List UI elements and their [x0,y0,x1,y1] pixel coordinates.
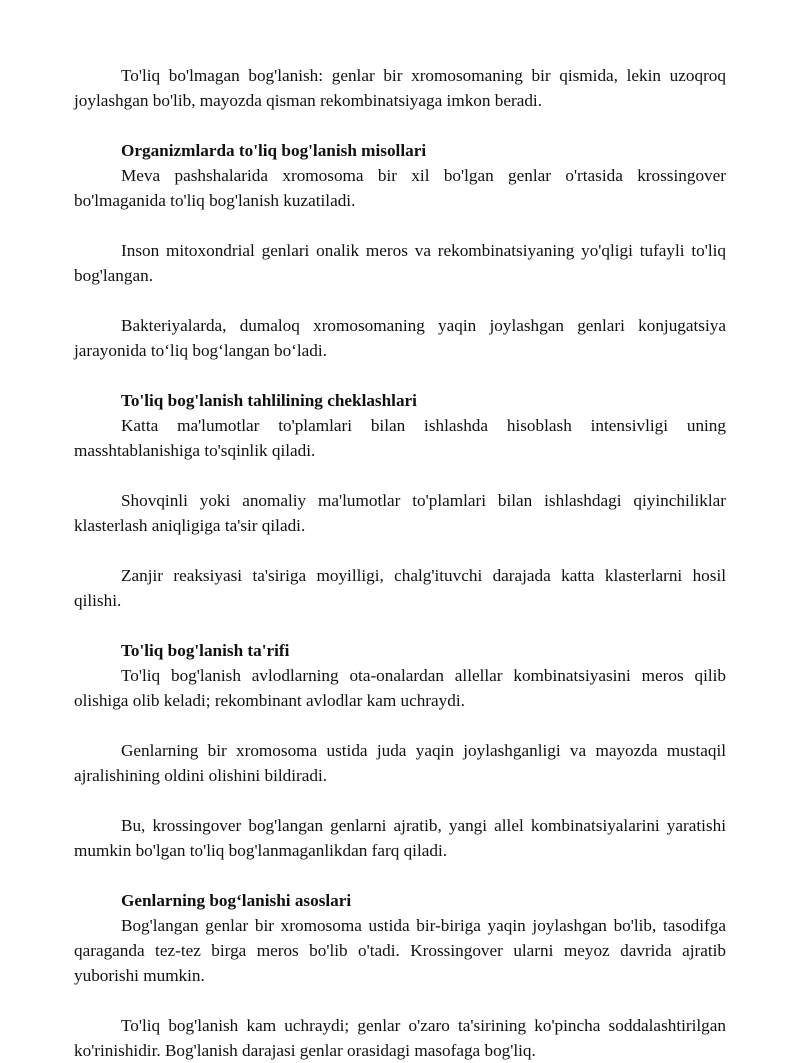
section-paragraph: Katta ma'lumotlar to'plamlari bilan ishlashda hisoblash intensivligi uning masshtablanishiga to'sqinlik qiladi. [74,416,726,460]
section-paragraph: Meva pashshalarida xromosoma bir xil bo'lgan genlar o'rtasida krossingover bo'lmaganida to'liq bog'lanish kuzatiladi. [74,166,726,210]
section-paragraph: Inson mitoxondrial genlari onalik meros va rekombinatsiyaning yo'qligi tufayli to'liq bog'langan. [74,241,726,285]
section-paragraph: Genlarning bir xromosoma ustida juda yaqin joylashganligi va mayozda mustaqil ajralishining oldini olishini bildiradi. [74,741,726,785]
section-heading: Organizmlarda to'liq bog'lanish misollari [121,141,427,160]
section-complete-linkage-definition [74,638,726,863]
section-gene-linkage-basics [74,888,726,1063]
section-heading: To'liq bog'lanish ta'rifi [121,641,290,660]
section-paragraph: Bog'langan genlar bir xromosoma ustida bir-biriga yaqin joylashgan bo'lib, tasodifga qaraganda tez-tez birga meros bo'lib o'tadi. Krossingover ularni meyoz davrida ajratib yuborishi mumkin. [74,916,726,985]
section-analysis-limitations [74,388,726,613]
section-paragraph: Zanjir reaksiyasi ta'siriga moyilligi, chalg'ituvchi darajada katta klasterlarni hosil qilishi. [74,566,726,610]
section-paragraph: Bu, krossingover bog'langan genlarni ajratib, yangi allel kombinatsiyalarini yaratishi mumkin bo'lgan to'liq bog'lanmaganlikdan farq qiladi. [74,816,726,860]
section-paragraph: To'liq bog'lanish kam uchraydi; genlar o'zaro ta'sirining ko'pincha soddalashtirilgan ko'rinishidir. Bog'lanish darajasi genlar orasidagi masofaga bog'liq. [74,1016,726,1060]
section-paragraph: Shovqinli yoki anomaliy ma'lumotlar to'plamlari bilan ishlashdagi qiyinchiliklar klasterlash aniqligiga ta'sir qiladi. [74,491,726,535]
section-complete-linkage-examples [74,138,726,363]
intro-paragraph: To'liq bo'lmagan bog'lanish: genlar bir xromosomaning bir qismida, lekin uzoqroq joylashgan bo'lib, mayozda qisman rekombinatsiyaga imkon beradi. [74,66,726,110]
section-paragraph: To'liq bog'lanish avlodlarning ota-onalardan allellar kombinatsiyasini meros qilib olishiga olib keladi; rekombinant avlodlar kam uchraydi. [74,666,726,710]
section-paragraph: Bakteriyalarda, dumaloq xromosomaning yaqin joylashgan genlari konjugatsiya jarayonida to‘liq bog‘langan bo‘ladi. [74,316,726,360]
section-heading: To'liq bog'lanish tahlilining cheklashlari [121,391,417,410]
section-heading: Genlarning bog‘lanishi asoslari [121,891,352,910]
